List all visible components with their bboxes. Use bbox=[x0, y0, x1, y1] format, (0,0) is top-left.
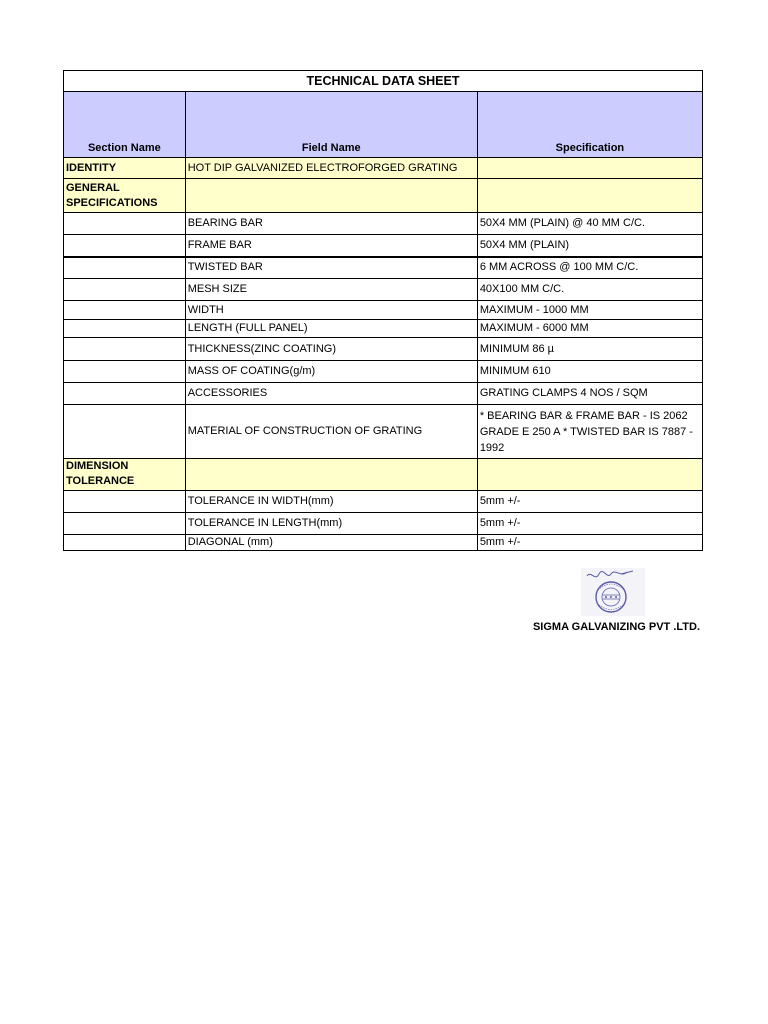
specification-cell: 50X4 MM (PLAIN) bbox=[477, 235, 702, 257]
section-name-cell bbox=[64, 301, 186, 320]
specification-cell: GRATING CLAMPS 4 NOS / SQM bbox=[477, 383, 702, 405]
company-stamp-icon bbox=[581, 568, 645, 616]
field-name-cell bbox=[185, 459, 477, 491]
section-name-cell bbox=[64, 513, 186, 535]
title-row bbox=[64, 71, 703, 92]
table-row bbox=[64, 361, 703, 383]
field-name-cell: ACCESSORIES bbox=[185, 383, 477, 405]
specification-cell: MINIMUM 610 bbox=[477, 361, 702, 383]
field-name-cell: FRAME BAR bbox=[185, 235, 477, 257]
section-name-cell bbox=[64, 405, 186, 459]
table-row bbox=[64, 257, 703, 279]
field-name-cell: TOLERANCE IN WIDTH(mm) bbox=[185, 491, 477, 513]
field-name-cell: MASS OF COATING(g/m) bbox=[185, 361, 477, 383]
specification-cell bbox=[477, 459, 702, 491]
header-section-name: Section Name bbox=[64, 92, 186, 158]
specification-cell: * BEARING BAR & FRAME BAR - IS 2062 GRADE E 250 A * TWISTED BAR IS 7887 - 1992 bbox=[477, 405, 702, 459]
section-name-cell bbox=[64, 338, 186, 361]
specification-cell bbox=[477, 179, 702, 213]
header-specification: Specification bbox=[477, 92, 702, 158]
specification-cell: MAXIMUM - 1000 MM bbox=[477, 301, 702, 320]
field-name-cell: TOLERANCE IN LENGTH(mm) bbox=[185, 513, 477, 535]
specification-cell: MINIMUM 86 µ bbox=[477, 338, 702, 361]
field-name-cell: TWISTED BAR bbox=[185, 257, 477, 279]
section-name-cell bbox=[64, 213, 186, 235]
field-name-cell: HOT DIP GALVANIZED ELECTROFORGED GRATING bbox=[185, 158, 477, 179]
table-row bbox=[64, 320, 703, 338]
table-row bbox=[64, 301, 703, 320]
table-row bbox=[64, 383, 703, 405]
table-row bbox=[64, 535, 703, 551]
technical-data-table bbox=[63, 70, 703, 551]
section-name-cell bbox=[64, 383, 186, 405]
field-name-cell: MATERIAL OF CONSTRUCTION OF GRATING bbox=[185, 405, 477, 459]
table-row bbox=[64, 338, 703, 361]
table-row bbox=[64, 405, 703, 459]
table-row bbox=[64, 279, 703, 301]
field-name-cell: THICKNESS(ZINC COATING) bbox=[185, 338, 477, 361]
table-row bbox=[64, 235, 703, 257]
section-name-cell bbox=[64, 535, 186, 551]
section-name-cell bbox=[64, 361, 186, 383]
section-name-cell: IDENTITY bbox=[64, 158, 186, 179]
specification-cell: 5mm +/- bbox=[477, 535, 702, 551]
company-name: SIGMA GALVANIZING PVT .LTD. bbox=[532, 621, 700, 633]
specification-cell: 50X4 MM (PLAIN) @ 40 MM C/C. bbox=[477, 213, 702, 235]
section-name-cell bbox=[64, 491, 186, 513]
field-name-cell: BEARING BAR bbox=[185, 213, 477, 235]
header-field-name: Field Name bbox=[185, 92, 477, 158]
field-name-cell: DIAGONAL (mm) bbox=[185, 535, 477, 551]
field-name-cell: WIDTH bbox=[185, 301, 477, 320]
section-name-cell bbox=[64, 279, 186, 301]
specification-cell: 5mm +/- bbox=[477, 491, 702, 513]
section-name-cell bbox=[64, 257, 186, 279]
specification-cell: MAXIMUM - 6000 MM bbox=[477, 320, 702, 338]
specification-cell bbox=[477, 158, 702, 179]
table-row bbox=[64, 179, 703, 213]
table-row bbox=[64, 213, 703, 235]
section-name-cell bbox=[64, 320, 186, 338]
header-row bbox=[64, 92, 703, 158]
field-name-cell: LENGTH (FULL PANEL) bbox=[185, 320, 477, 338]
field-name-cell: MESH SIZE bbox=[185, 279, 477, 301]
sheet-title: TECHNICAL DATA SHEET bbox=[64, 71, 703, 92]
specification-cell: 6 MM ACROSS @ 100 MM C/C. bbox=[477, 257, 702, 279]
field-name-cell bbox=[185, 179, 477, 213]
table-row bbox=[64, 491, 703, 513]
section-name-cell bbox=[64, 235, 186, 257]
specification-cell: 40X100 MM C/C. bbox=[477, 279, 702, 301]
section-name-cell: GENERAL SPECIFICATIONS bbox=[64, 179, 186, 213]
specification-cell: 5mm +/- bbox=[477, 513, 702, 535]
section-name-cell: DIMENSION TOLERANCE bbox=[64, 459, 186, 491]
table-row bbox=[64, 158, 703, 179]
table-row bbox=[64, 459, 703, 491]
table-row bbox=[64, 513, 703, 535]
